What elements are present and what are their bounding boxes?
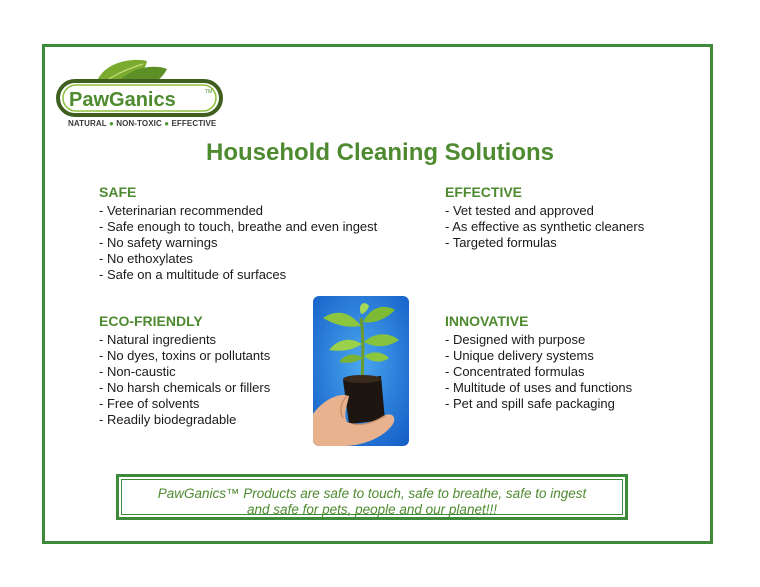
callout-inner-border [121, 479, 623, 515]
list-item: - Natural ingredients [99, 332, 217, 347]
section-safe [99, 184, 377, 283]
list-item: - Safe enough to touch, breathe and even ingest [99, 219, 378, 234]
list-item: - Concentrated formulas [445, 364, 585, 379]
tagline-effective: EFFECTIVE [171, 119, 217, 128]
leaf-bullet-icon: ● [164, 119, 170, 128]
section-heading: EFFECTIVE [445, 184, 523, 200]
list-item: - No harsh chemicals or fillers [99, 380, 271, 395]
list-item: - Vet tested and approved [445, 203, 594, 218]
list-item: - No ethoxylates [99, 251, 193, 266]
seedling-in-hand-image [313, 296, 409, 446]
list-item: - As effective as synthetic cleaners [445, 219, 645, 234]
logo-tm: TM [205, 89, 213, 95]
section-heading: INNOVATIVE [445, 313, 529, 329]
section-effective [445, 184, 644, 251]
list-item: - Non-caustic [99, 364, 176, 379]
section-heading: SAFE [99, 184, 137, 200]
section-eco-friendly [99, 313, 270, 428]
section-heading: ECO-FRIENDLY [99, 313, 203, 329]
leaf-bullet-icon: ● [108, 119, 114, 128]
list-item: - Safe on a multitude of surfaces [99, 267, 287, 282]
callout-text [122, 480, 622, 518]
page-title: Household Cleaning Solutions [206, 139, 554, 166]
list-item: - Targeted formulas [445, 235, 557, 250]
callout-line-1: PawGanics™ Products are safe to touch, safe to breathe, safe to ingest [157, 486, 587, 501]
list-item: - Veterinarian recommended [99, 203, 264, 218]
list-item: - No dyes, toxins or pollutants [99, 348, 271, 363]
list-item: - Designed with purpose [445, 332, 586, 347]
section-innovative [445, 313, 632, 412]
list-item: - Unique delivery systems [445, 348, 594, 363]
tagline-nontoxic: NON-TOXIC [116, 119, 162, 128]
callout-line-2: and safe for pets, people and our planet!!! [247, 502, 497, 517]
list-item: - Readily biodegradable [99, 412, 237, 427]
logo-tagline [68, 119, 216, 128]
callout-box [116, 474, 628, 520]
list-item: - Multitude of uses and functions [445, 380, 633, 395]
list-item: - Pet and spill safe packaging [445, 396, 615, 411]
list-item: - Free of solvents [99, 396, 200, 411]
logo-text: PawGanics [69, 89, 176, 111]
tagline-natural: NATURAL [68, 119, 107, 128]
list-item: - No safety warnings [99, 235, 218, 250]
